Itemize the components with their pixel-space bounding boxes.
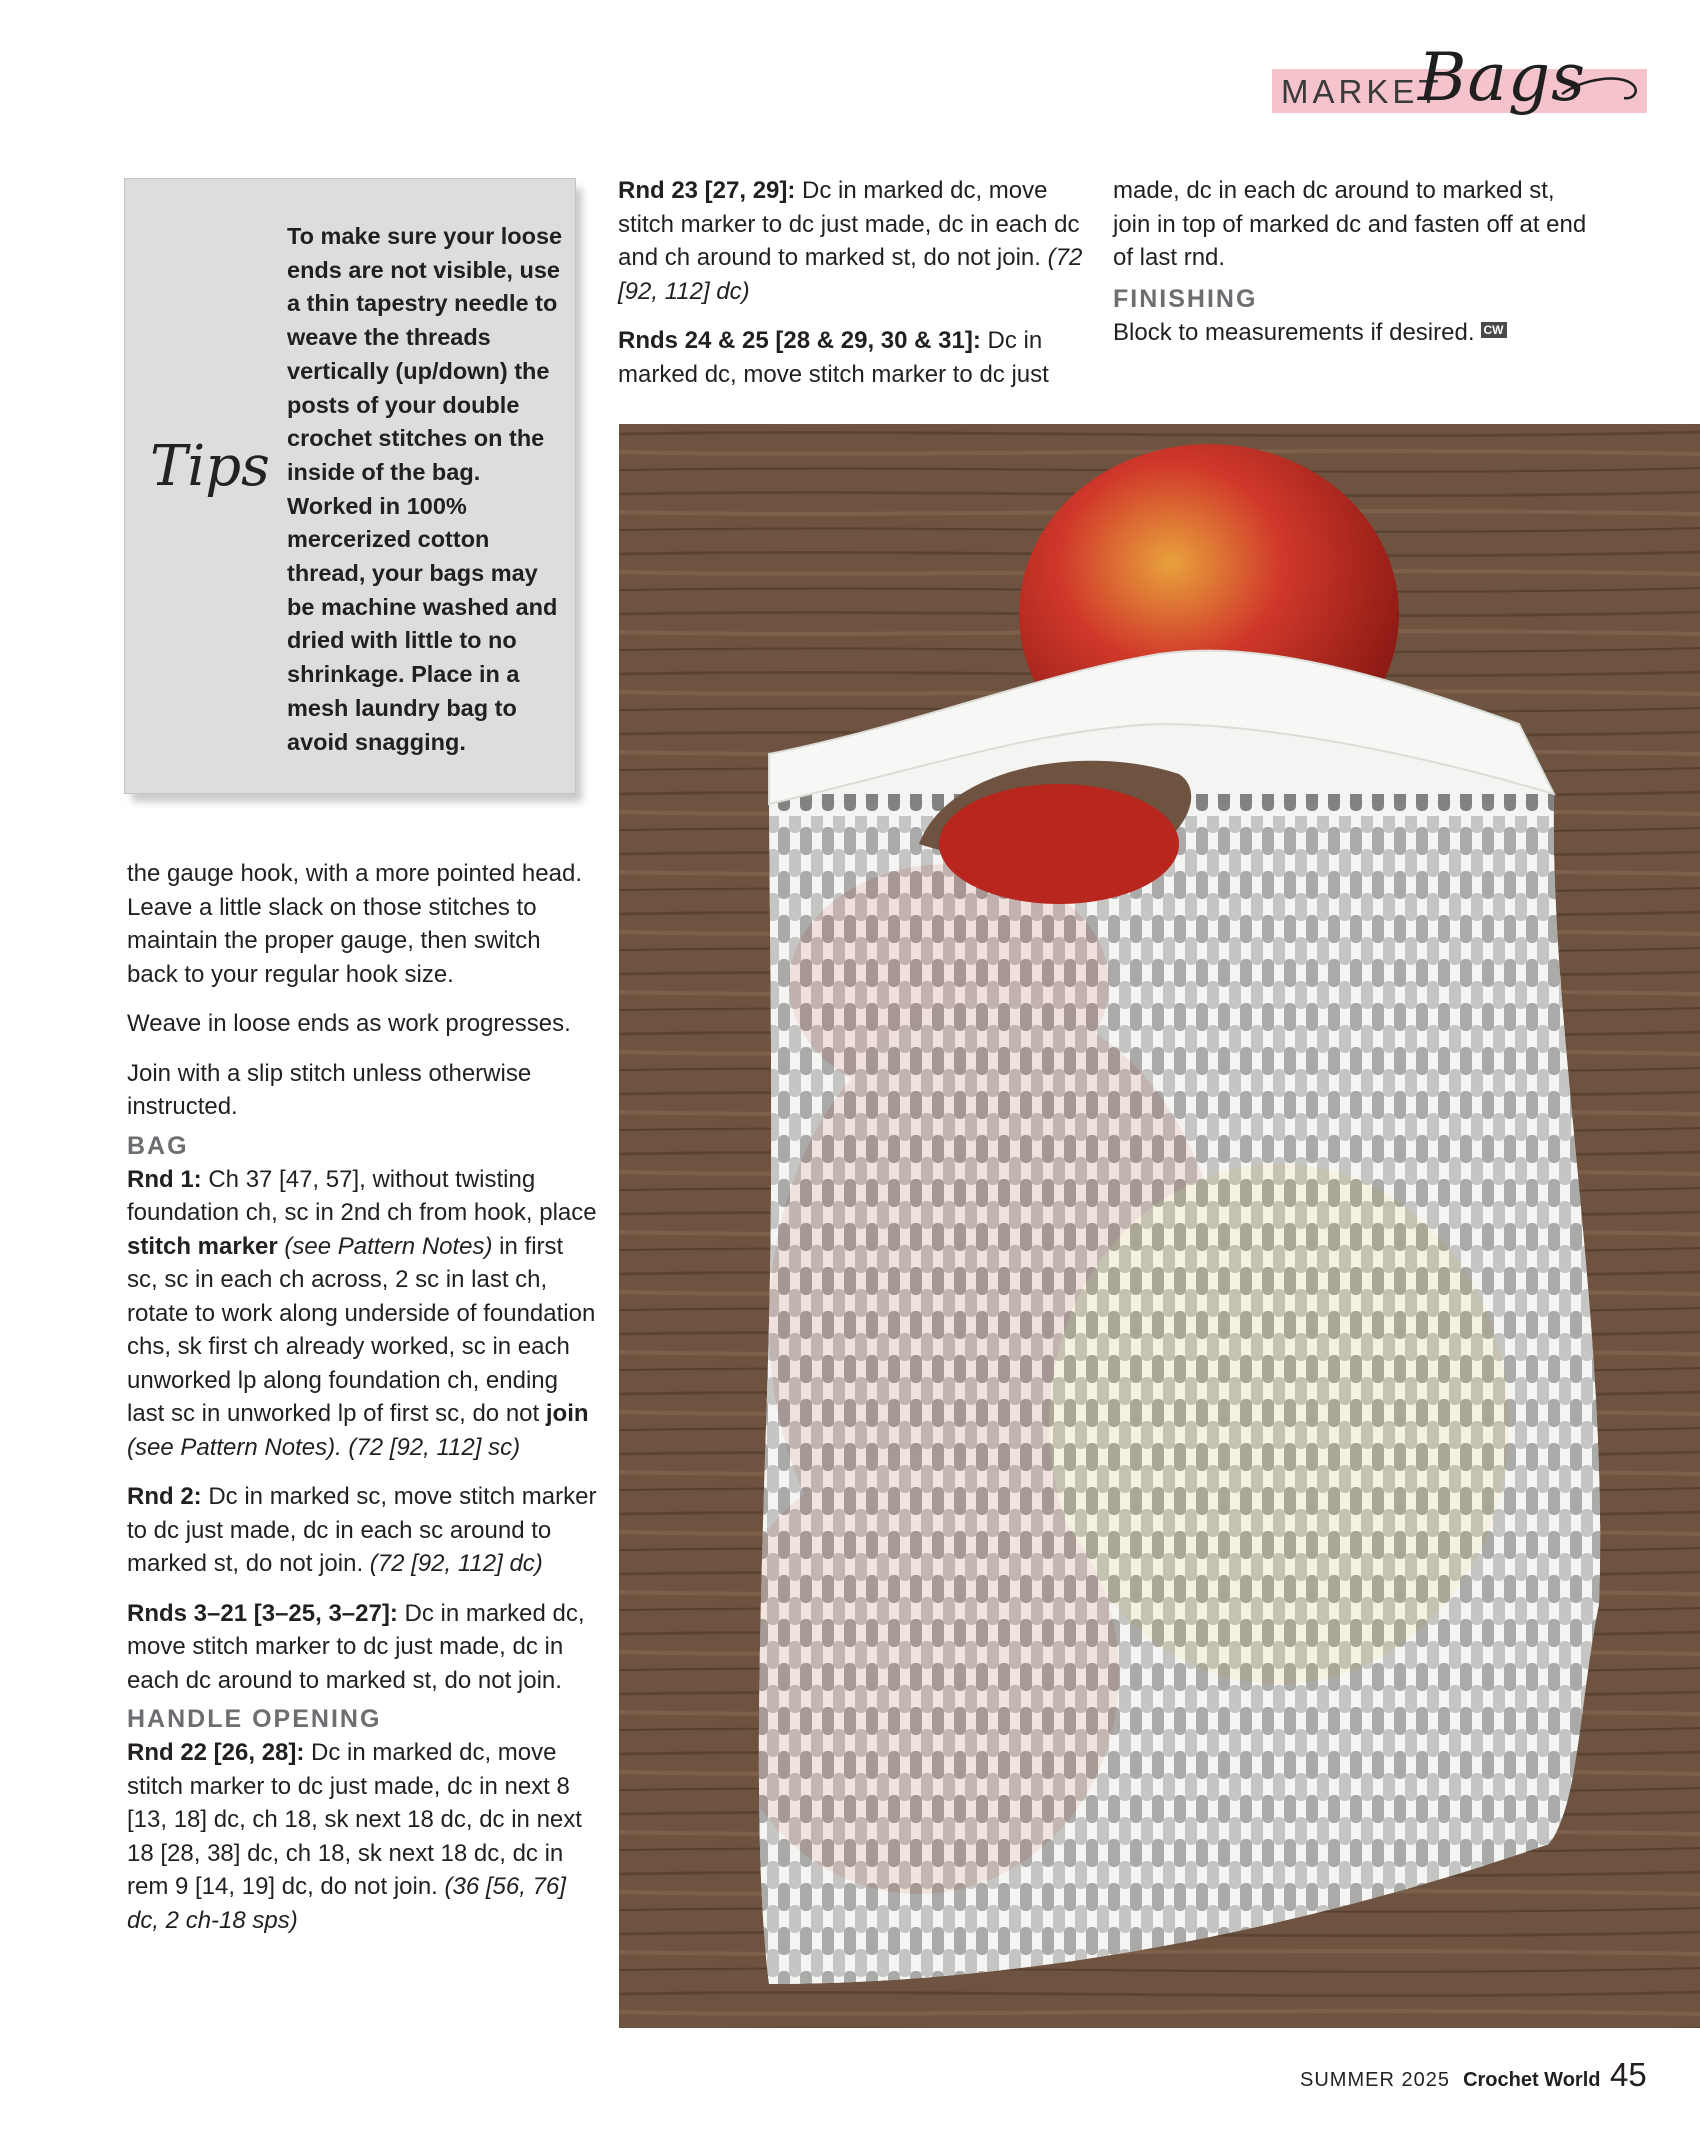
stitch-count: (72 [92, 112] dc)	[369, 1550, 543, 1577]
finishing-instruction: Block to measurements if desired.	[1113, 318, 1475, 346]
footer-issue-date: SUMMER 2025	[1300, 2069, 1450, 2091]
stitch-count: (72 [92, 112] dc)	[618, 244, 1083, 305]
rnd-label: Rnd 1:	[127, 1165, 202, 1193]
finishing-text	[1113, 316, 1593, 350]
mesh-bag-photo	[619, 424, 1700, 2028]
footer-issue	[1300, 2067, 1600, 2093]
instruction-text: Dc in marked dc, move stitch marker to dc just made, dc in each dc and ch around to marked st, do not join.	[618, 177, 1080, 271]
rnd-label: Rnd 23 [27, 29]:	[618, 177, 796, 204]
section-title-word: MARKET	[1281, 73, 1443, 110]
middle-column	[618, 174, 1093, 391]
rnd-label: Rnds 24 & 25 [28 & 29, 30 & 31]:	[618, 327, 981, 354]
paragraph-gauge-hook: the gauge hook, with a more pointed head. Leave a little slack on those stitches to maintain the proper gauge, then switch back to your regular hook size.	[127, 860, 582, 988]
instruction-continued: made, dc in each dc around to marked st, join in top of marked dc and fasten off at end of last rnd.	[1113, 177, 1587, 271]
instruction-text: Dc in marked dc, move stitch marker to dc just made, dc in next 8 [13, 18] dc, ch 18, sk next 18 dc, dc in next 18 [28, 38] dc, ch 18, sk next 18 dc, dc in rem 9 [14, 19] dc, do not join.	[127, 1739, 582, 1900]
section-title-script: Bags	[1418, 39, 1586, 116]
instruction-rnd-23	[618, 174, 1093, 308]
instruction-text: in first sc, sc in each ch across, 2 sc in last ch, rotate to work along underside of foundation chs, sk first ch already worked, sc in each unworked lp along foundation ch, ending last sc in unworked lp of first sc, do not	[127, 1232, 596, 1427]
stitch-count: (see Pattern Notes). (72 [92, 112] sc)	[127, 1433, 521, 1461]
note-ref: (see Pattern Notes)	[277, 1232, 493, 1260]
heading-bag: BAG	[127, 1131, 189, 1160]
heading-handle-opening: HANDLE OPENING	[127, 1705, 382, 1733]
instruction-rnd-2	[127, 1480, 597, 1581]
right-column	[1113, 174, 1593, 349]
left-column	[127, 857, 597, 1937]
rnd-label: Rnds 3–21 [3–25, 3–27]:	[127, 1599, 398, 1627]
instruction-text: Ch 37 [47, 57], without twisting foundation ch, sc in 2nd ch from hook, place	[127, 1165, 597, 1226]
rnd-label: Rnd 22 [26, 28]:	[127, 1739, 305, 1766]
instruction-rnds-24-25	[618, 324, 1093, 391]
page-number: 45	[1610, 2056, 1647, 2093]
rnd-label: Rnd 2:	[127, 1483, 202, 1510]
instruction-rnds-3-21	[127, 1597, 597, 1698]
instruction-text: Dc in marked sc, move stitch marker to dc just made, dc in each sc around to marked st, do not join.	[127, 1483, 597, 1577]
instruction-rnd-1	[127, 1163, 597, 1465]
instruction-text: Dc in marked dc, move stitch marker to dc just made, dc in each dc around to marked st, do not join.	[127, 1599, 585, 1694]
footer-brand: Crochet World	[1463, 2069, 1601, 2091]
instruction-rnd-22	[127, 1736, 597, 1937]
paragraph-join: Join with a slip stitch unless otherwise instructed.	[127, 1059, 532, 1120]
paragraph-weave-ends: Weave in loose ends as work progresses.	[127, 1010, 571, 1037]
heading-finishing: FINISHING	[1113, 284, 1258, 313]
instruction-text: Dc in marked dc, move stitch marker to dc just	[618, 327, 1049, 388]
cw-end-badge: CW	[1481, 322, 1507, 338]
flourish-icon	[1560, 70, 1650, 110]
term-join: join	[545, 1400, 589, 1427]
stitch-count: (36 [56, 76] dc, 2 ch-18 sps)	[127, 1873, 566, 1934]
term-stitch-marker: stitch marker	[127, 1232, 278, 1260]
tips-text: To make sure your loose ends are not visible, use a thin tapestry needle to weave the threads vertically (up/down) the posts of your double crochet stitches on the inside of the bag. Worked in 100% mercerized cotton thread, your bags may be machine washed and dried with little to no shrinkage. Place in a mesh laundry bag to avoid snagging.	[287, 223, 563, 755]
tips-label: Tips	[150, 434, 270, 499]
